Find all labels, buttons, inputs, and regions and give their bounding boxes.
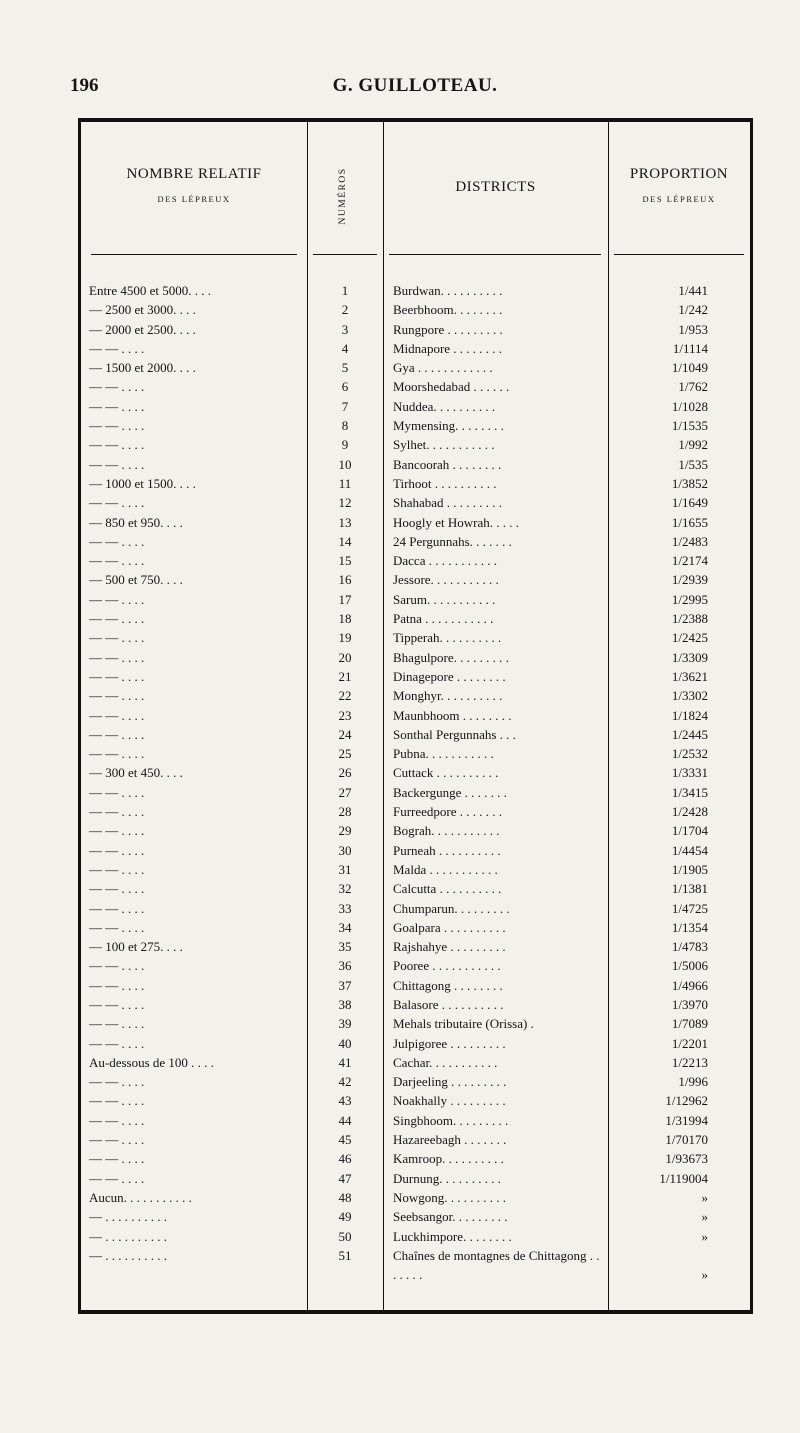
table-row [81,821,750,840]
number-cell: 13 [338,514,352,530]
district-cell: Sonthal Pergunnahs . . . [393,726,516,742]
number-cell: 7 [341,398,349,414]
column-header-proportion [608,166,750,204]
proportion-cell: 1/1824 [671,707,708,723]
proportion-cell: 1/2939 [671,572,708,588]
proportion-cell: 1/242 [678,302,708,318]
table-row [81,937,750,956]
proportion-cell: 1/2388 [671,611,708,627]
district-cell: Chaînes de montagnes de Chittagong . . . . . . . [393,1247,600,1282]
number-cell: 14 [338,533,352,549]
district-cell: Patna . . . . . . . . . . . [393,611,494,627]
district-cell: Hoogly et Howrah. . . . . [393,514,520,530]
relative-cell: — — . . . . [89,649,145,665]
proportion-cell: 1/1704 [671,823,708,839]
proportion-cell: » [701,1209,708,1225]
proportion-cell: 1/2483 [671,533,708,549]
column-header-districts-title: DISTRICTS [455,179,536,195]
number-cell: 31 [338,861,352,877]
district-cell: Rajshahye . . . . . . . . . [393,939,506,955]
proportion-cell: 1/12962 [665,1093,708,1109]
table-row [81,513,750,532]
number-cell: 16 [338,572,352,588]
relative-cell: — — . . . . [89,553,145,569]
proportion-cell: 1/4966 [671,977,708,993]
table-row [81,976,750,995]
table-row [81,628,750,647]
table-row [81,1207,750,1226]
table-row [81,918,750,937]
number-cell: 28 [338,804,352,820]
number-cell: 1 [341,283,349,298]
district-cell: Dinagepore . . . . . . . . [393,668,506,684]
district-cell: Midnapore . . . . . . . . [393,340,503,356]
district-cell: Backergunge . . . . . . . [393,784,507,800]
header-rule [389,254,601,255]
district-cell: Chittagong . . . . . . . . [393,977,503,993]
column-header-number: NUMÉROS [338,167,348,225]
proportion-cell: 1/762 [678,379,708,395]
table-row [81,551,750,570]
relative-cell: — 500 et 750. . . . [89,572,183,588]
proportion-cell: 1/119004 [659,1170,708,1186]
relative-cell: — — . . . . [89,1074,145,1090]
table-row [81,1130,750,1149]
number-cell: 6 [341,379,349,395]
proportion-cell: 1/4783 [671,939,708,955]
relative-cell: — 850 et 950. . . . [89,514,183,530]
proportion-cell: » [701,1266,708,1282]
district-cell: Bancoorah . . . . . . . . [393,456,502,472]
number-cell: 8 [341,418,349,434]
table-row [81,841,750,860]
district-cell: Furreedpore . . . . . . . [393,804,503,820]
district-cell: Luckhimpore. . . . . . . . [393,1228,512,1244]
proportion-cell: 1/4725 [671,900,708,916]
relative-cell: — — . . . . [89,688,145,704]
relative-cell: — 1500 et 2000. . . . [89,360,196,376]
district-cell: 24 Pergunnahs. . . . . . . [393,533,512,549]
table-row [81,783,750,802]
district-cell: Noakhally . . . . . . . . . [393,1093,506,1109]
number-cell: 40 [338,1035,352,1051]
proportion-cell: 1/1381 [671,881,708,897]
column-header-proportion-subtitle: DES LÉPREUX [642,194,716,204]
table-row [81,320,750,339]
relative-cell: — — . . . . [89,842,145,858]
relative-cell: — — . . . . [89,746,145,762]
proportion-cell: 1/1049 [671,360,708,376]
table-row [81,1149,750,1168]
proportion-cell: » [701,1189,708,1205]
table-row [81,570,750,589]
district-cell: Tirhoot . . . . . . . . . . [393,475,497,491]
proportion-cell: 1/1028 [671,398,708,414]
proportion-cell: 1/3309 [671,649,708,665]
district-cell: Bograh. . . . . . . . . . . [393,823,500,839]
table-row [81,455,750,474]
number-cell: 20 [338,649,352,665]
table-row [81,802,750,821]
district-cell: Cuttack . . . . . . . . . . [393,765,499,781]
district-cell: Goalpara . . . . . . . . . . [393,919,506,935]
table-row [81,686,750,705]
table-row [81,300,750,319]
table-row [81,667,750,686]
table-row [81,1072,750,1091]
table-body [81,281,750,1286]
district-cell: Nowgong. . . . . . . . . . [393,1189,507,1205]
relative-cell: — 100 et 275. . . . [89,939,183,955]
relative-cell: — 300 et 450. . . . [89,765,183,781]
district-cell: Kamroop. . . . . . . . . . [393,1151,504,1167]
table-row [81,1034,750,1053]
proportion-cell: 1/70170 [665,1132,708,1148]
column-header-relative-subtitle: DES LÉPREUX [157,194,231,204]
number-cell: 34 [338,919,352,935]
proportion-cell: 1/3415 [671,784,708,800]
proportion-cell: 1/441 [678,283,708,298]
district-cell: Maunbhoom . . . . . . . . [393,707,512,723]
number-cell: 41 [338,1054,352,1070]
district-cell: Calcutta . . . . . . . . . . [393,881,502,897]
relative-cell: — — . . . . [89,668,145,684]
relative-cell: — — . . . . [89,958,145,974]
table-row [81,377,750,396]
number-cell: 32 [338,881,352,897]
relative-cell: — — . . . . [89,340,145,356]
district-cell: Jessore. . . . . . . . . . . [393,572,499,588]
page-number: 196 [70,75,99,96]
district-cell: Sylhet. . . . . . . . . . . [393,437,495,453]
district-cell: Hazareebagh . . . . . . . [393,1132,507,1148]
number-cell: 39 [338,1016,352,1032]
district-cell: Mehals tributaire (Orissa) . [393,1016,534,1032]
table-row [81,648,750,667]
header-rule [313,254,377,255]
relative-cell: — — . . . . [89,1170,145,1186]
number-cell: 46 [338,1151,352,1167]
district-cell: Moorshedabad . . . . . . [393,379,510,395]
relative-cell: — — . . . . [89,861,145,877]
leprosy-table [78,118,753,1314]
proportion-cell: 1/3852 [671,475,708,491]
district-cell: Chumparun. . . . . . . . . [393,900,510,916]
number-cell: 15 [338,553,352,569]
proportion-cell: 1/2445 [671,726,708,742]
number-cell: 43 [338,1093,352,1109]
number-cell: 10 [338,456,352,472]
relative-cell: — . . . . . . . . . . [89,1228,167,1244]
table-row [81,1014,750,1033]
number-cell: 51 [338,1247,352,1263]
district-cell: Monghyr. . . . . . . . . . [393,688,503,704]
number-cell: 11 [338,475,352,491]
table-row [81,281,750,300]
proportion-cell: 1/3970 [671,996,708,1012]
column-header-relative-title: NOMBRE RELATIF [126,166,262,182]
proportion-cell: » [701,1228,708,1244]
district-cell: Pooree . . . . . . . . . . . [393,958,501,974]
table-row [81,358,750,377]
number-cell: 27 [338,784,352,800]
proportion-cell: 1/93673 [665,1151,708,1167]
relative-cell: — — . . . . [89,784,145,800]
table-row [81,339,750,358]
relative-cell: — 1000 et 1500. . . . [89,475,196,491]
proportion-cell: 1/3302 [671,688,708,704]
table-row [81,1227,750,1246]
relative-cell: — . . . . . . . . . . [89,1209,167,1225]
table-row [81,706,750,725]
relative-cell: — — . . . . [89,977,145,993]
proportion-cell: 1/992 [678,437,708,453]
number-cell: 23 [338,707,352,723]
district-cell: Burdwan. . . . . . . . . . [393,283,503,298]
table-row [81,1091,750,1110]
relative-cell: — . . . . . . . . . . [89,1247,167,1263]
table-row [81,474,750,493]
number-cell: 35 [338,939,352,955]
district-cell: Shahabad . . . . . . . . . [393,495,503,511]
relative-cell: — — . . . . [89,1035,145,1051]
number-cell: 4 [341,340,349,356]
table-row [81,609,750,628]
number-cell: 38 [338,996,352,1012]
table-row [81,1246,750,1286]
table-row [81,1188,750,1207]
relative-cell: Entre 4500 et 5000. . . . [89,283,212,298]
relative-cell: — — . . . . [89,398,145,414]
relative-cell: — — . . . . [89,611,145,627]
relative-cell: — — . . . . [89,630,145,646]
number-cell: 44 [338,1112,352,1128]
number-cell: 25 [338,746,352,762]
proportion-cell: 1/1114 [672,340,708,356]
district-cell: Gya . . . . . . . . . . . . [393,360,493,376]
district-cell: Cachar. . . . . . . . . . . [393,1054,498,1070]
relative-cell: — — . . . . [89,881,145,897]
proportion-cell: 1/953 [678,321,708,337]
table-row [81,532,750,551]
proportion-cell: 1/7089 [671,1016,708,1032]
number-cell: 17 [338,591,352,607]
district-cell: Mymensing. . . . . . . . [393,418,504,434]
number-cell: 29 [338,823,352,839]
proportion-cell: 1/1655 [671,514,708,530]
relative-cell: — 2500 et 3000. . . . [89,302,196,318]
relative-cell: — — . . . . [89,418,145,434]
number-cell: 21 [338,668,352,684]
number-cell: 18 [338,611,352,627]
relative-cell: — — . . . . [89,1132,145,1148]
proportion-cell: 1/2201 [671,1035,708,1051]
relative-cell: Aucun. . . . . . . . . . . [89,1189,192,1205]
number-cell: 26 [338,765,352,781]
district-cell: Dacca . . . . . . . . . . . [393,553,497,569]
column-header-proportion-title: PROPORTION [629,166,729,182]
relative-cell: — — . . . . [89,495,145,511]
running-head: G. GUILLOTEAU. [332,75,498,96]
proportion-cell: 1/3621 [671,668,708,684]
district-cell: Purneah . . . . . . . . . . [393,842,501,858]
relative-cell: — — . . . . [89,591,145,607]
number-cell: 33 [338,900,352,916]
number-cell: 50 [338,1228,352,1244]
district-cell: Beerbhoom. . . . . . . . [393,302,503,318]
column-header-relative [81,166,307,204]
district-cell: Bhagulpore. . . . . . . . . [393,649,509,665]
district-cell: Nuddea. . . . . . . . . . [393,398,496,414]
number-cell: 45 [338,1132,352,1148]
table-row [81,763,750,782]
proportion-cell: 1/2532 [671,746,708,762]
relative-cell: Au-dessous de 100 . . . . [89,1054,214,1070]
number-cell: 22 [338,688,352,704]
proportion-cell: 1/5006 [671,958,708,974]
table-row [81,956,750,975]
proportion-cell: 1/1354 [671,919,708,935]
district-cell: Seebsangor. . . . . . . . . [393,1209,508,1225]
district-cell: Durnung. . . . . . . . . . [393,1170,501,1186]
district-cell: Balasore . . . . . . . . . . [393,996,504,1012]
district-cell: Singbhoom. . . . . . . . . [393,1112,509,1128]
table-row [81,1111,750,1130]
table-row [81,725,750,744]
number-cell: 19 [338,630,352,646]
number-cell: 5 [341,360,349,376]
district-cell: Malda . . . . . . . . . . . [393,861,498,877]
relative-cell: — — . . . . [89,1112,145,1128]
number-cell: 30 [338,842,352,858]
proportion-cell: 1/996 [678,1074,708,1090]
proportion-cell: 1/3331 [671,765,708,781]
table-row [81,995,750,1014]
proportion-cell: 1/535 [678,456,708,472]
relative-cell: — — . . . . [89,533,145,549]
proportion-cell: 1/2425 [671,630,708,646]
district-cell: Julpigoree . . . . . . . . . [393,1035,506,1051]
relative-cell: — — . . . . [89,996,145,1012]
column-header-districts [383,179,608,196]
table-row [81,1053,750,1072]
page-header [70,75,760,105]
relative-cell: — — . . . . [89,456,145,472]
number-cell: 37 [338,977,352,993]
table-row [81,590,750,609]
table-row [81,435,750,454]
proportion-cell: 1/1649 [671,495,708,511]
district-cell: Pubna. . . . . . . . . . . [393,746,494,762]
district-cell: Sarum. . . . . . . . . . . [393,591,496,607]
number-cell: 42 [338,1074,352,1090]
number-cell: 2 [341,302,349,318]
number-cell: 9 [341,437,349,453]
proportion-cell: 1/4454 [671,842,708,858]
relative-cell: — — . . . . [89,1093,145,1109]
proportion-cell: 1/31994 [665,1112,708,1128]
relative-cell: — — . . . . [89,804,145,820]
relative-cell: — — . . . . [89,1016,145,1032]
relative-cell: — — . . . . [89,823,145,839]
number-cell: 24 [338,726,352,742]
table-row [81,493,750,512]
proportion-cell: 1/2995 [671,591,708,607]
number-cell: 12 [338,495,352,511]
header-rule [91,254,297,255]
district-cell: Tipperah. . . . . . . . . . [393,630,502,646]
number-cell: 48 [338,1189,352,1205]
relative-cell: — — . . . . [89,919,145,935]
header-rule [614,254,744,255]
table-row [81,397,750,416]
relative-cell: — — . . . . [89,707,145,723]
relative-cell: — 2000 et 2500. . . . [89,321,196,337]
number-cell: 49 [338,1209,352,1225]
proportion-cell: 1/2428 [671,804,708,820]
relative-cell: — — . . . . [89,1151,145,1167]
relative-cell: — — . . . . [89,726,145,742]
proportion-cell: 1/2213 [671,1054,708,1070]
district-cell: Rungpore . . . . . . . . . [393,321,503,337]
table-row [81,1169,750,1188]
number-cell: 47 [338,1170,352,1186]
proportion-cell: 1/1905 [671,861,708,877]
district-cell: Darjeeling . . . . . . . . . [393,1074,507,1090]
number-cell: 36 [338,958,352,974]
relative-cell: — — . . . . [89,437,145,453]
proportion-cell: 1/2174 [671,553,708,569]
number-cell: 3 [341,321,349,337]
relative-cell: — — . . . . [89,900,145,916]
relative-cell: — — . . . . [89,379,145,395]
table-row [81,860,750,879]
proportion-cell: 1/1535 [671,418,708,434]
table-row [81,899,750,918]
table-row [81,416,750,435]
table-row [81,744,750,763]
table-row [81,879,750,898]
